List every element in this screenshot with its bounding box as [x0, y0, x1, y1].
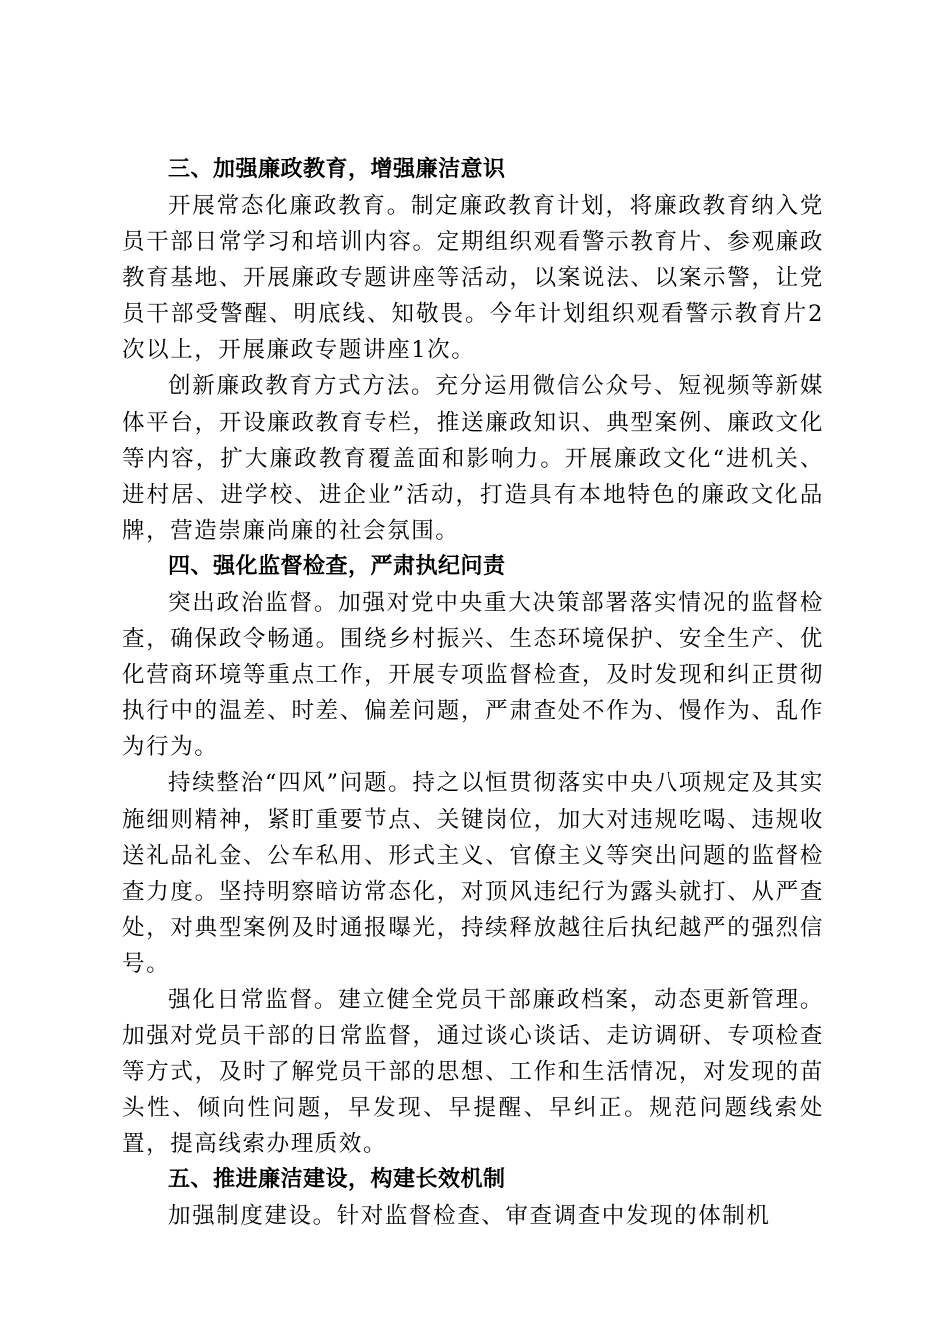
section-mechanism	[122, 1162, 824, 1234]
paragraph: 持续整治“四风”问题。持之以恒贯彻落实中央八项规定及其实施细则精神，紧盯重要节点、关键岗位，加大对违规吃喝、违规收送礼品礼金、公车私用、形式主义、官僚主义等突出问题的监督检查力度。坚持明察暗访常态化，对顶风违纪行为露头就打、从严查处，对典型案例及时通报曝光，持续释放越往后执纪越严的强烈信号。	[122, 770, 824, 977]
section-heading: 四、强化监督检查，严肃执纪问责	[168, 553, 506, 579]
section-education	[122, 152, 824, 549]
paragraph: 开展常态化廉政教育。制定廉政教育计划，将廉政教育纳入党员干部日常学习和培训内容。定期组织观看警示教育片、参观廉政教育基地、开展廉政专题讲座等活动，以案说法、以案示警，让党员干部受警醒、明底线、知敬畏。今年计划组织观看警示教育片2次以上，开展廉政专题讲座1次。	[122, 193, 824, 364]
paragraph: 突出政治监督。加强对党中央重大决策部署落实情况的监督检查，确保政令畅通。围绕乡村振兴、生态环境保护、安全生产、优化营商环境等重点工作，开展专项监督检查，及时发现和纠正贯彻执行中的温差、时差、偏差问题，严肃查处不作为、慢作为、乱作为行为。	[122, 589, 824, 761]
section-supervision	[122, 549, 824, 1163]
paragraph: 强化日常监督。建立健全党员干部廉政档案，动态更新管理。加强对党员干部的日常监督，通过谈心谈话、走访调研、专项检查等方式，及时了解党员干部的思想、工作和生活情况，对发现的苗头性、倾向性问题，早发现、早提醒、早纠正。规范问题线索处置，提高线索办理质效。	[122, 986, 824, 1158]
paragraph: 加强制度建设。针对监督检查、审查调查中发现的体制机	[168, 1203, 771, 1230]
section-heading: 五、推进廉洁建设，构建长效机制	[168, 1167, 506, 1193]
paragraph: 创新廉政教育方式方法。充分运用微信公众号、短视频等新媒体平台，开设廉政教育专栏，推送廉政知识、典型案例、廉政文化等内容，扩大廉政教育覆盖面和影响力。开展廉政文化“进机关、进村居、进学校、进企业”活动，打造具有本地特色的廉政文化品牌，营造崇廉尚廉的社会氛围。	[122, 373, 824, 544]
section-heading: 三、加强廉政教育，增强廉洁意识	[168, 157, 506, 182]
document-body	[122, 152, 824, 1235]
